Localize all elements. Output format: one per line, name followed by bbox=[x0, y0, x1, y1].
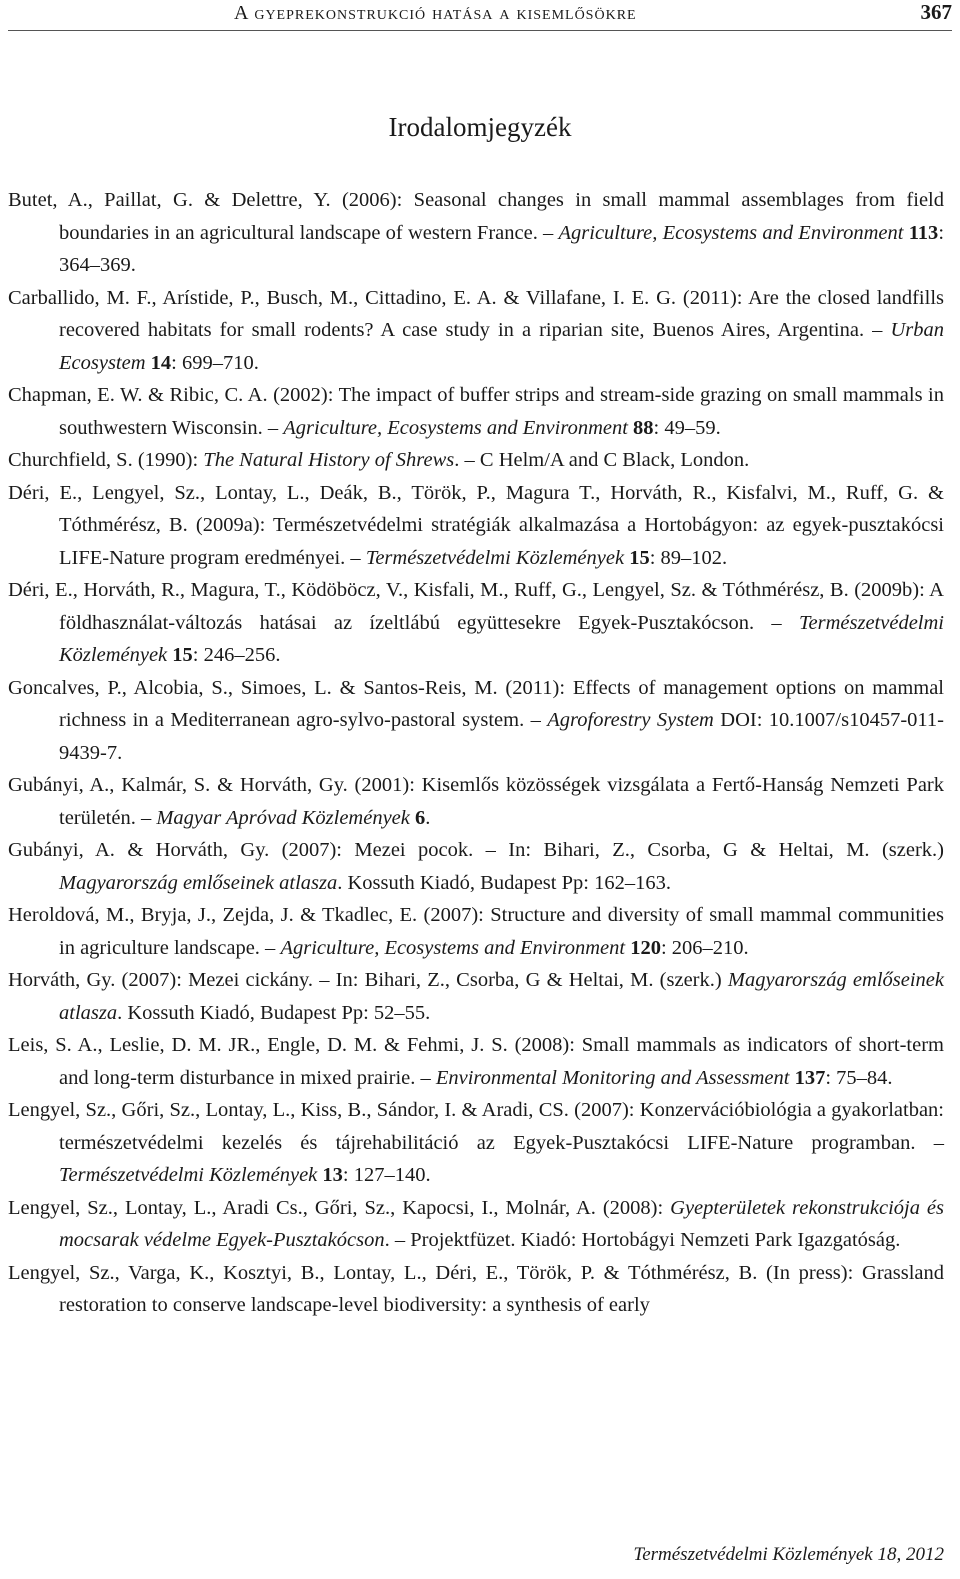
reference-source-title: Urban Ecosystem bbox=[59, 319, 944, 374]
reference-text: Butet, A., Paillat, G. & Delettre, Y. (2006): Seasonal changes in small mammal assemblages from field boundaries in an agricultural landscape of western France. – bbox=[8, 189, 944, 244]
section-title: Irodalomjegyzék bbox=[388, 112, 572, 142]
reference-text: : 246–256. bbox=[192, 644, 281, 666]
reference-text: : 75–84. bbox=[825, 1066, 893, 1089]
running-title: A gyeprekonstrukció hatása a kisemlősökre bbox=[234, 2, 637, 24]
reference-text: Horváth, Gy. (2007): Mezei cickány. – In: Bihari, Z., Csorba, G & Heltai, M. (szerk.) bbox=[8, 969, 728, 991]
reference-text: Déri, E., Horváth, R., Magura, T., Ködöböcz, V., Kisfali, M., Ruff, G., Lengyel, Sz. & Tóthmérész, B. (2009b): A földhasználat-változás hatásai az ízeltlábú együttesekre Egyek-Pusztakócson. – bbox=[8, 579, 944, 634]
journal-footer: Természetvédelmi Közlemények 18, 2012 bbox=[633, 1544, 944, 1565]
reference-text: Churchfield, S. (1990): bbox=[8, 449, 204, 471]
reference-volume: 13 bbox=[322, 1164, 343, 1186]
reference-source-title: Természetvédelmi Közlemények bbox=[365, 546, 625, 569]
reference-text: : 49–59. bbox=[653, 416, 721, 439]
reference-text: : 127–140. bbox=[342, 1164, 431, 1186]
reference-text: Lengyel, Sz., Gőri, Sz., Lontay, L., Kiss, B., Sándor, I. & Aradi, CS. (2007): Konzervációbiológia a gyakorlatban: természetvédelmi kezelés és tájrehabilitáció az Egyek-Pusztakócsi LIFE-Nature programban. – bbox=[8, 1099, 944, 1154]
reference-text: . – C Helm/A and C Black, London. bbox=[454, 449, 750, 471]
reference-list bbox=[8, 184, 944, 1322]
reference-text: DOI: 10.1007/s10457-011-9439-7. bbox=[59, 709, 945, 764]
reference-source-title: Magyarország emlőseinek atlasza bbox=[59, 969, 944, 1024]
reference-volume: 88 bbox=[633, 416, 654, 439]
reference-text: . – Projektfüzet. Kiadó: Hortobágyi Nemzeti Park Igazgatóság. bbox=[384, 1229, 901, 1251]
reference-entry bbox=[8, 379, 944, 444]
reference-text: Carballido, M. F., Arístide, P., Busch, M., Cittadino, E. A. & Villafane, I. E. G. (2011): Are the closed landfills recovered habitats for small rodents? A case study in a riparian site, Buenos Aires, Argentina. – bbox=[8, 286, 944, 341]
running-header bbox=[8, 0, 952, 31]
reference-entry bbox=[8, 672, 944, 770]
reference-entry bbox=[8, 444, 944, 477]
reference-text: Gubányi, A. & Horváth, Gy. (2007): Mezei pocok. – In: Bihari, Z., Csorba, G & Heltai, M. (szerk.) bbox=[8, 839, 944, 861]
reference-volume: 120 bbox=[630, 936, 661, 959]
reference-volume: 14 bbox=[150, 351, 172, 374]
reference-text: . bbox=[425, 806, 431, 829]
reference-entry bbox=[8, 184, 944, 282]
reference-source-title: Environmental Monitoring and Assessment bbox=[435, 1066, 790, 1089]
reference-text: : 699–710. bbox=[171, 351, 259, 374]
reference-source-title: Magyarország emlőseinek atlasza bbox=[59, 871, 338, 894]
reference-entry bbox=[8, 1192, 944, 1257]
reference-text: Déri, E., Lengyel, Sz., Lontay, L., Deák, B., Török, P., Magura T., Horváth, R., Kisfalvi, M., Ruff, G. & Tóthmérész, B. (2009a): Természetvédelmi stratégiák alkalmazása a Hortobágyon: az egyek-pusztakócsi LIFE-Nature program eredményei. – bbox=[8, 481, 944, 569]
reference-entry bbox=[8, 477, 944, 575]
reference-volume: 15 bbox=[172, 644, 193, 666]
reference-entry bbox=[8, 899, 944, 964]
reference-text: . Kossuth Kiadó, Budapest Pp: 52–55. bbox=[117, 1001, 431, 1024]
reference-source-title: Agroforestry System bbox=[547, 709, 714, 731]
reference-entry bbox=[8, 834, 944, 899]
reference-entry bbox=[8, 282, 944, 380]
reference-source-title: Agriculture, Ecosystems and Environment bbox=[280, 936, 626, 959]
reference-entry bbox=[8, 1257, 944, 1322]
reference-volume: 113 bbox=[908, 221, 939, 244]
reference-entry bbox=[8, 769, 944, 834]
reference-text: Chapman, E. W. & Ribic, C. A. (2002): The impact of buffer strips and stream-side grazing on small mammals in southwestern Wisconsin. – bbox=[8, 384, 944, 439]
reference-volume: 6 bbox=[415, 806, 426, 829]
reference-text: Heroldová, M., Bryja, J., Zejda, J. & Tkadlec, E. (2007): Structure and diversity of small mammal communities in agriculture landscape. – bbox=[8, 904, 944, 959]
reference-volume: 15 bbox=[629, 546, 650, 569]
reference-text: Leis, S. A., Leslie, D. M. JR., Engle, D. M. & Fehmi, J. S. (2008): Small mammals as indicators of short-term and long-term disturbance in mixed prairie. – bbox=[8, 1034, 944, 1089]
reference-text: . Kossuth Kiadó, Budapest Pp: 162–163. bbox=[337, 871, 671, 894]
reference-text: Lengyel, Sz., Varga, K., Kosztyi, B., Lontay, L., Déri, E., Török, P. & Tóthmérész, B. (In press): Grassland restoration to conserve landscape-level biodiversity: a synthesis of early bbox=[8, 1261, 944, 1316]
reference-text: : 206–210. bbox=[660, 936, 749, 959]
reference-entry bbox=[8, 1094, 944, 1192]
reference-source-title: Természetvédelmi Közlemények bbox=[59, 1164, 318, 1186]
reference-source-title: Magyar Apróvad Közlemények bbox=[156, 806, 410, 829]
reference-source-title: Természetvédelmi Közlemények bbox=[59, 611, 944, 666]
page-number: 367 bbox=[920, 0, 952, 24]
reference-source-title: Gyepterületek rekonstrukciója és mocsarak védelme Egyek-Pusztakócson bbox=[59, 1196, 944, 1251]
reference-volume: 137 bbox=[794, 1066, 826, 1089]
reference-source-title: The Natural History of Shrews bbox=[203, 449, 455, 471]
reference-text: : 89–102. bbox=[649, 546, 728, 569]
reference-text: Gubányi, A., Kalmár, S. & Horváth, Gy. (2001): Kisemlős közösségek vizsgálata a Fertő-Hanság Nemzeti Park területén. – bbox=[8, 774, 944, 829]
reference-text: Goncalves, P., Alcobia, S., Simoes, L. & Santos-Reis, M. (2011): Effects of management options on mammal richness in a Mediterranean agro-sylvo-pastoral system. – bbox=[8, 676, 944, 731]
reference-source-title: Agriculture, Ecosystems and Environment bbox=[558, 221, 904, 244]
reference-entry bbox=[8, 964, 944, 1029]
reference-entry bbox=[8, 574, 944, 672]
reference-text: Lengyel, Sz., Lontay, L., Aradi Cs., Gőri, Sz., Kapocsi, I., Molnár, A. (2008): bbox=[8, 1196, 671, 1219]
reference-source-title: Agriculture, Ecosystems and Environment bbox=[283, 416, 628, 439]
reference-entry bbox=[8, 1029, 944, 1094]
reference-text: : 364–369. bbox=[59, 221, 945, 276]
